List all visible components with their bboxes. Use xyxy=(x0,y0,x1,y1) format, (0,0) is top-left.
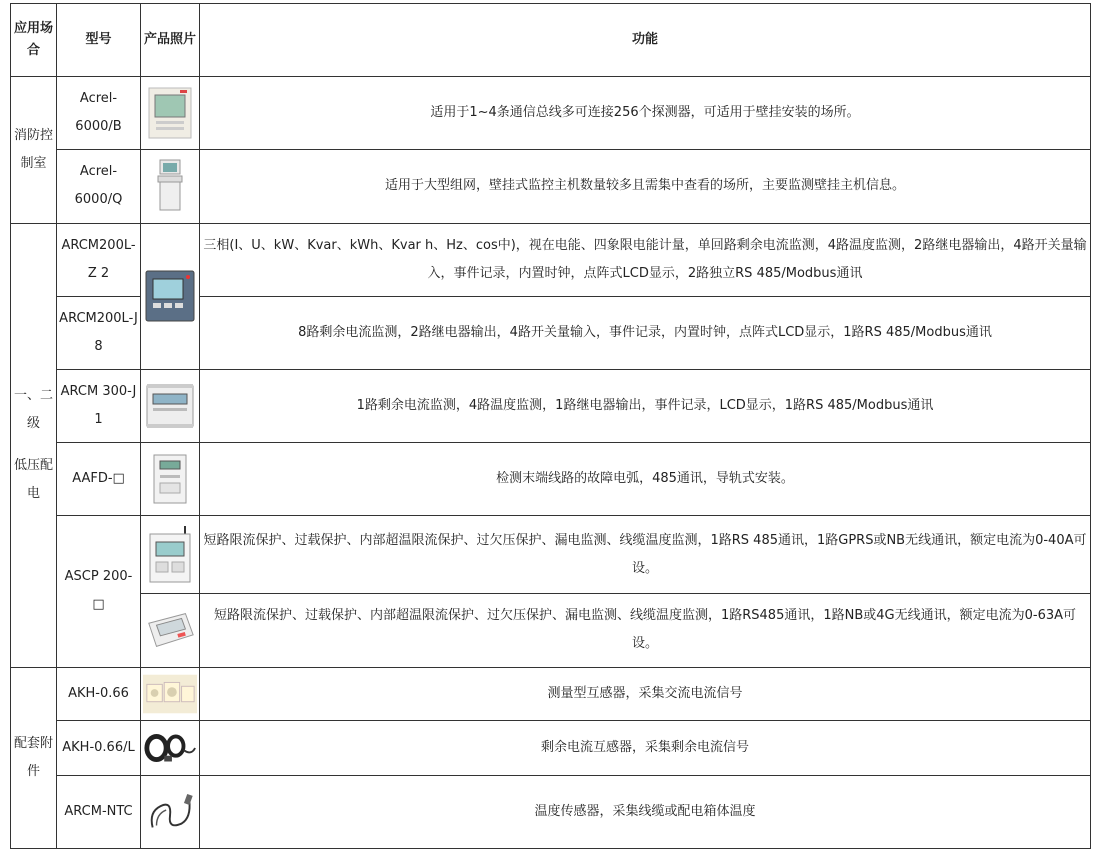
panel-meter-icon xyxy=(143,267,197,325)
arc-detector-icon xyxy=(143,451,197,507)
function-cell: 短路限流保护、过载保护、内部超温限流保护、过欠压保护、漏电监测、线缆温度监测，1路RS485通讯，1路NB或4G无线通讯，额定电流为0-63A可设。 xyxy=(200,594,1091,667)
table-row xyxy=(11,369,1091,442)
function-cell: 适用于1~4条通信总线多可连接256个探测器，可适用于壁挂安装的场所。 xyxy=(200,77,1091,150)
header-scene: 应用场合 xyxy=(11,4,57,77)
temperature-probe-icon xyxy=(143,788,197,836)
photo-cell xyxy=(141,77,200,150)
wall-panel-icon xyxy=(143,85,197,141)
function-cell: 1路剩余电流监测，4路温度监测，1路继电器输出，事件记录，LCD显示，1路RS 485/Modbus通讯 xyxy=(200,369,1091,442)
console-cabinet-icon xyxy=(143,156,197,216)
function-cell: 剩余电流互感器，采集剩余电流信号 xyxy=(200,720,1091,775)
table-row xyxy=(11,667,1091,720)
group-fire-control: 消防控制室 xyxy=(11,77,57,223)
header-function: 功能 xyxy=(200,4,1091,77)
current-transformer-icon xyxy=(143,674,197,714)
group-accessories: 配套附件 xyxy=(11,667,57,848)
model-cell: ARCM 300-J 1 xyxy=(57,369,141,442)
model-cell: AAFD-□ xyxy=(57,443,141,516)
function-cell: 测量型互感器，采集交流电流信号 xyxy=(200,667,1091,720)
table-row xyxy=(11,443,1091,516)
model-cell: AKH-0.66 xyxy=(57,667,141,720)
photo-cell xyxy=(141,775,200,848)
table-row xyxy=(11,150,1091,223)
model-cell: Acrel-6000/Q xyxy=(57,150,141,223)
photo-cell xyxy=(141,516,200,594)
photo-cell xyxy=(141,443,200,516)
table-row xyxy=(11,77,1091,150)
photo-cell xyxy=(141,720,200,775)
header-model: 型号 xyxy=(57,4,141,77)
function-cell: 检测末端线路的故障电弧，485通讯，导轨式安装。 xyxy=(200,443,1091,516)
table-row xyxy=(11,223,1091,296)
table-row xyxy=(11,516,1091,594)
photo-cell xyxy=(141,369,200,442)
antenna-protector-icon xyxy=(143,524,197,586)
residual-transformer-icon xyxy=(143,728,197,768)
function-cell: 适用于大型组网，壁挂式监控主机数量较多且需集中查看的场所，主要监测壁挂主机信息。 xyxy=(200,150,1091,223)
function-cell: 温度传感器，采集线缆或配电箱体温度 xyxy=(200,775,1091,848)
model-cell: AKH-0.66/L xyxy=(57,720,141,775)
model-cell: ARCM200L-Z 2 xyxy=(57,223,141,296)
group-low-voltage: 一、二级 低压配电 xyxy=(11,223,57,667)
photo-cell xyxy=(141,150,200,223)
model-cell: Acrel-6000/B xyxy=(57,77,141,150)
table-row xyxy=(11,775,1091,848)
table-row xyxy=(11,720,1091,775)
din-rail-meter-icon xyxy=(143,380,197,432)
photo-cell xyxy=(141,223,200,369)
table-row xyxy=(11,594,1091,667)
function-cell: 8路剩余电流监测，2路继电器输出，4路开关量输入，事件记录，内置时钟，点阵式LCD显示，1路RS 485/Modbus通讯 xyxy=(200,296,1091,369)
photo-cell xyxy=(141,594,200,667)
header-photo: 产品照片 xyxy=(141,4,200,77)
header-row xyxy=(11,4,1091,77)
photo-cell xyxy=(141,667,200,720)
product-spec-table xyxy=(10,3,1091,849)
function-cell: 短路限流保护、过载保护、内部超温限流保护、过欠压保护、漏电监测、线缆温度监测，1路RS 485通讯，1路GPRS或NB无线通讯，额定电流为0-40A可设。 xyxy=(200,516,1091,594)
model-cell: ASCP 200-□ xyxy=(57,516,141,667)
function-cell: 三相(I、U、kW、Kvar、kWh、Kvar h、Hz、cos中)，视在电能、四象限电能计量，单回路剩余电流监测，4路温度监测，2路继电器输出，4路开关量输入，事件记录，内置时钟，点阵式LCD显示，2路独立RS 485/Modbus通讯 xyxy=(200,223,1091,296)
model-cell: ARCM-NTC xyxy=(57,775,141,848)
rail-protector-icon xyxy=(143,605,197,655)
model-cell: ARCM200L-J 8 xyxy=(57,296,141,369)
